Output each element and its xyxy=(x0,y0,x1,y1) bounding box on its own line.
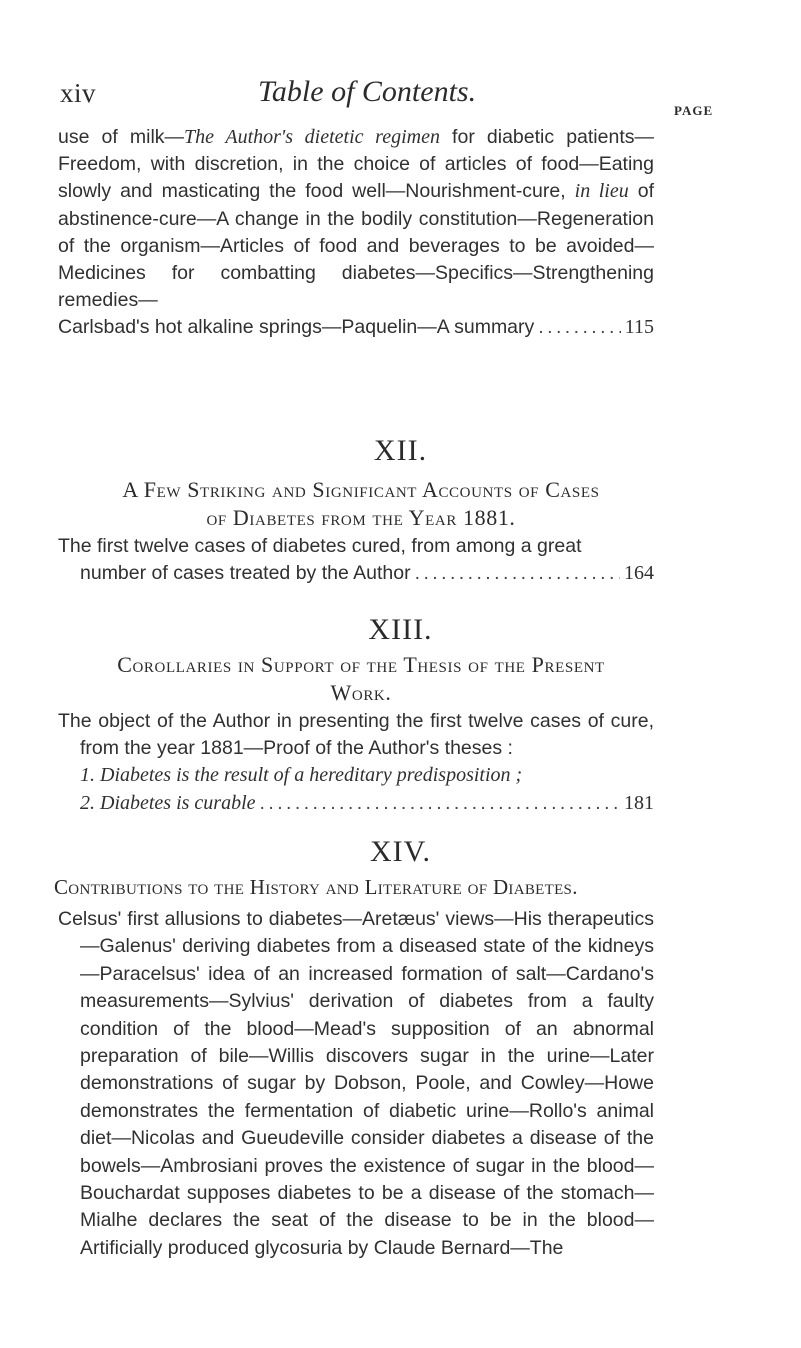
dot-leaders xyxy=(538,314,620,341)
page-number: xiv xyxy=(60,78,97,108)
running-title: Table of Contents. xyxy=(258,75,477,108)
chapter-number-xiii: XIII. xyxy=(368,613,433,646)
section-xiii-item1: 1. Diabetes is the result of a hereditary predisposition ; xyxy=(80,764,523,787)
section-xii-page: 164 xyxy=(624,562,654,585)
section-xii-page-ref xyxy=(58,560,654,587)
section-xi-italic-in-lieu: in lieu xyxy=(574,180,629,203)
section-xi-text-a: use of milk— xyxy=(58,126,185,148)
chapter-title-xiii xyxy=(56,651,666,707)
section-xiii-paragraph: The object of the Author in presenting the first twelve cases of cure, from the year 1881—Proof of the Author's theses : xyxy=(58,710,654,760)
chapter-title-xii-line1: A Few Striking and Significant Accounts of Cases xyxy=(122,477,600,502)
section-xiii-item2: 2. Diabetes is curable xyxy=(80,791,256,814)
section-xii-text xyxy=(58,533,654,587)
page-header xyxy=(60,75,760,118)
section-xiv-paragraph: Celsus' first allusions to diabetes—Aretæus' views—His therapeutics—Galenus' deriving diabetes from a diseased state of the kidneys—Paracelsus' idea of an increased formation of salt—Cardano's measurements—Sylvius' derivation of diabetes from a faulty condition of the blood—Mead's supposition of an abnormal preparation of bile—Willis discovers sugar in the urine—Later demonstrations of sugar by Dobson, Poole, and Cowley—Howe demonstrates the fermentation of diabetic urine—Rollo's animal diet—Nicolas and Gueudeville consider diabetes a disease of the bowels—Ambrosiani proves the existence of sugar in the blood—Bouchardat supposes diabetes to be a disease of the stomach—Mialhe declares the seat of the disease to be in the blood—Artificially produced glycosuria by Claude Bernard—The xyxy=(58,908,654,1259)
section-xi-last-line: Carlsbad's hot alkaline springs—Paquelin—A summary xyxy=(58,316,535,339)
section-xiii-page: 181 xyxy=(624,791,654,814)
chapter-title-xiv: Contributions to the History and Literature of Diabetes. xyxy=(54,875,578,899)
section-xii-last-line: number of cases treated by the Author xyxy=(80,562,411,585)
section-xiv-text xyxy=(58,906,654,1262)
chapter-title-xii xyxy=(56,476,666,532)
dot-leaders xyxy=(415,560,620,587)
section-xi-page-ref xyxy=(58,314,654,341)
section-xii-line1: The first twelve cases of diabetes cured, from among a great xyxy=(58,535,582,557)
chapter-number-xii: XII. xyxy=(373,434,428,467)
section-xi-italic-regimen: The Author's dietetic regimen xyxy=(184,126,440,148)
section-xi-text-c: of abstinence-cure—A change in the bodily constitution—Regeneration of the organism—Articles of food and beverages to be avoided—Medicines for combatting diabetes—Specifics—Strengthening remedies— xyxy=(58,180,654,312)
dot-leaders xyxy=(260,790,620,817)
section-xiii-page-ref xyxy=(58,790,654,817)
chapter-number-xiv: XIV. xyxy=(370,835,431,868)
section-xi-text-b: for diabetic patients—Freedom, with discretion, in the choice of articles of food—Eating slowly and masticating the food well—Nourishment-cure, xyxy=(58,126,654,203)
page-column-label: PAGE xyxy=(674,103,714,118)
chapter-title-xii-line2: of Diabetes from the Year 1881. xyxy=(206,505,516,530)
section-xi-continuation xyxy=(58,124,654,342)
chapter-title-xiii-line2: Work. xyxy=(330,680,392,705)
section-xiii-text xyxy=(58,708,654,817)
chapter-title-xiii-line1: Corollaries in Support of the Thesis of the Present xyxy=(117,652,605,677)
section-xi-page: 115 xyxy=(624,316,654,339)
